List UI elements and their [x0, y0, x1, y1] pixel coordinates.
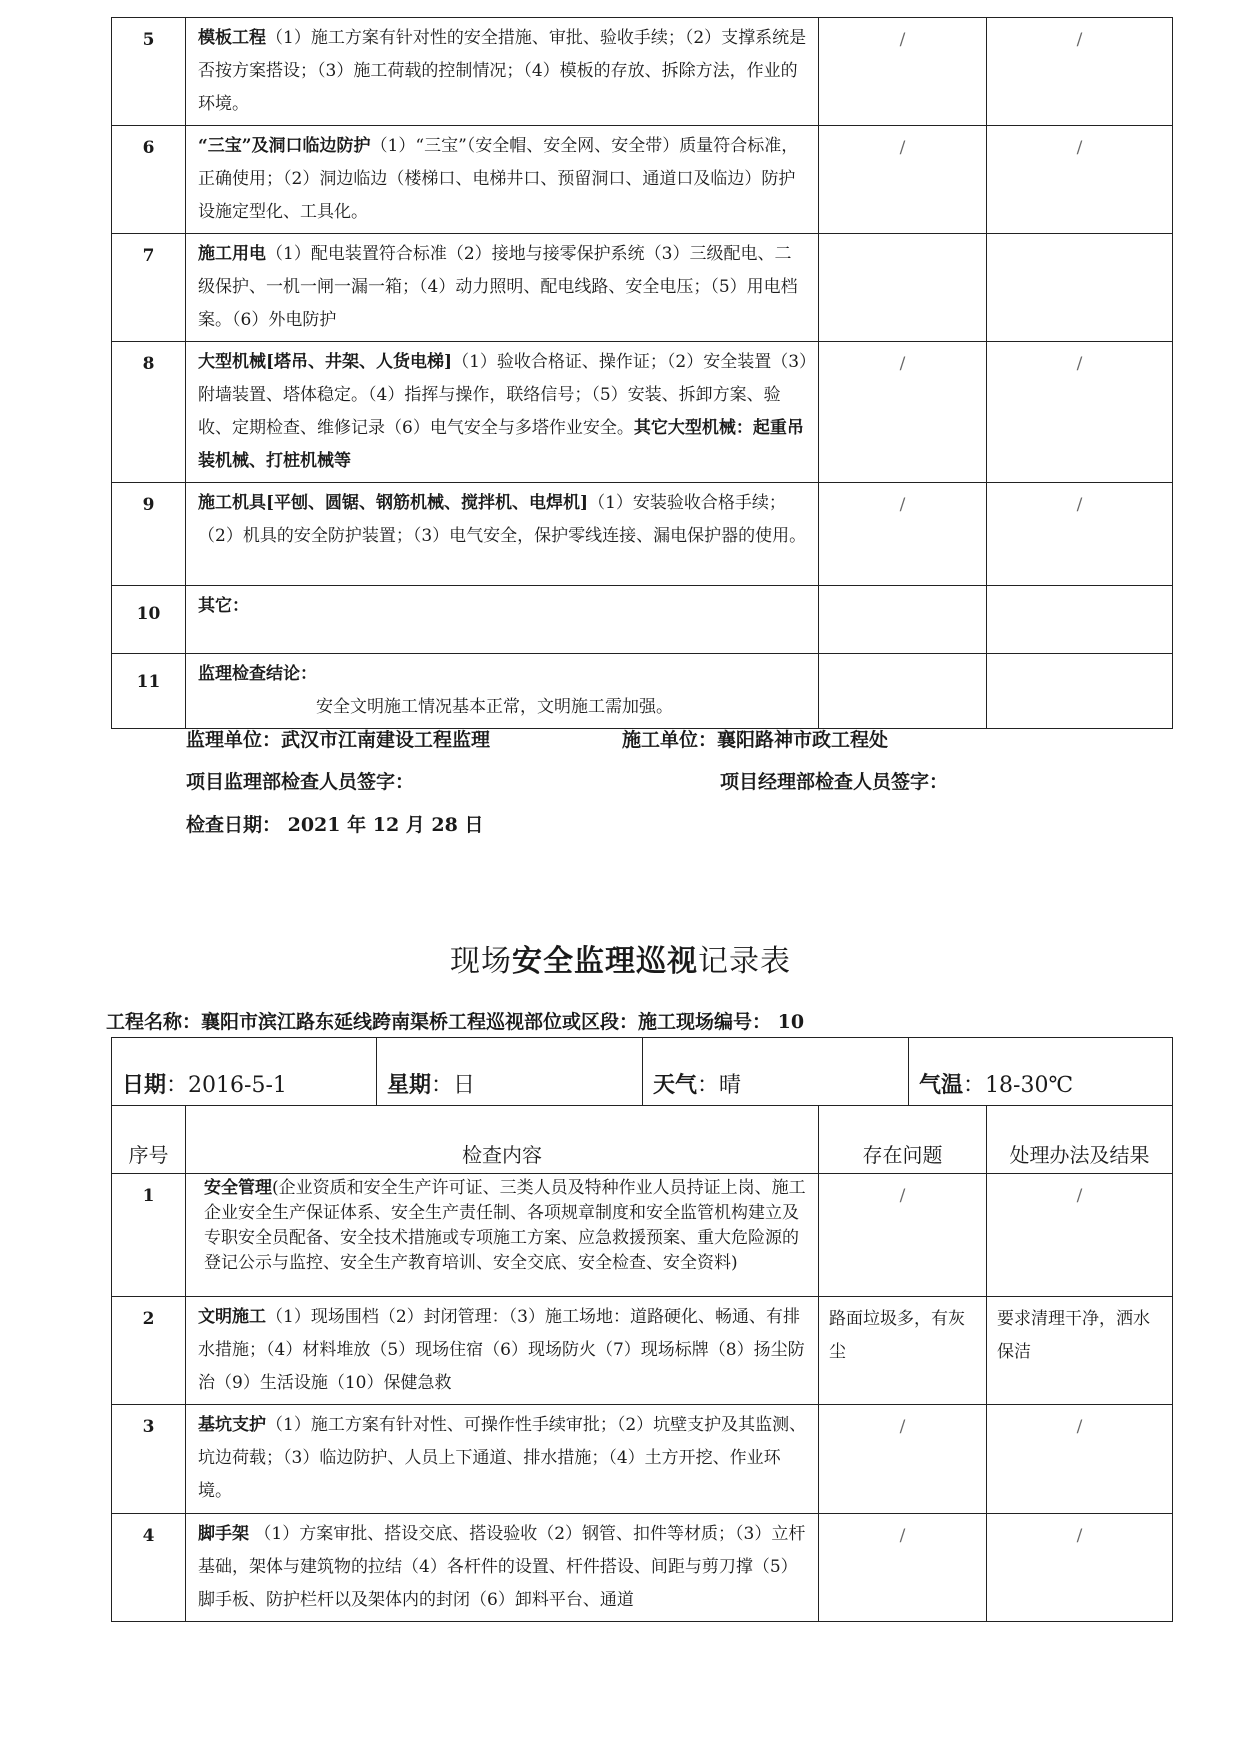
table-row — [112, 1514, 1173, 1622]
row-number: 3 — [112, 1405, 186, 1514]
inspection-table-continued — [111, 17, 1173, 729]
row-heading: 施工机具[平刨、圆锯、钢筋机械、搅拌机、电焊机] — [198, 493, 589, 513]
problem-cell: / — [819, 1174, 987, 1297]
conclusion-text: 安全文明施工情况基本正常，文明施工需加强。 — [316, 697, 673, 717]
supervisor-unit: 监理单位：武汉市江南建设工程监理 — [186, 729, 491, 751]
col-header-result: 处理办法及结果 — [987, 1106, 1173, 1174]
row-text: （1）施工方案有针对性、可操作性手续审批；（2）坑壁支护及其监测、坑边荷载；（3）临边防护、人员上下通道、排水措施；（4）土方开挖、作业环境。 — [198, 1415, 807, 1501]
row-content — [186, 483, 819, 586]
row-text: （1）验收合格证、操作证；（2）安全装置（3）附墙装置、塔体稳定。（4）指挥与操作，联络信号；（5）安装、拆卸方案、验收、定期检查、维修记录（6）电气安全与多塔作业安全。 — [198, 352, 808, 438]
result-cell: / — [987, 1405, 1173, 1514]
row-number: 9 — [112, 483, 186, 586]
row-content — [186, 586, 819, 654]
problem-cell: / — [819, 483, 987, 586]
table-row — [112, 1297, 1173, 1405]
header-row — [112, 1038, 1173, 1106]
problem-cell — [819, 586, 987, 654]
table-row — [112, 654, 1173, 729]
weather-cell: 天气：晴 — [643, 1038, 909, 1106]
row-heading: 文明施工 — [198, 1307, 266, 1327]
table-row — [112, 1405, 1173, 1514]
row-number: 10 — [112, 586, 186, 654]
problem-cell: / — [819, 342, 987, 483]
table-row — [112, 483, 1173, 586]
row-content — [186, 18, 819, 126]
patrol-record-table — [111, 1037, 1173, 1622]
table-row — [112, 234, 1173, 342]
row-heading: 施工用电 — [198, 244, 266, 264]
result-cell — [987, 234, 1173, 342]
row-text: （1）配电装置符合标准（2）接地与接零保护系统（3）三级配电、二级保护、一机一闸一漏一箱；（4）动力照明、配电线路、安全电压；（5）用电档案。（6）外电防护 — [198, 244, 798, 330]
col-header-problem: 存在问题 — [819, 1106, 987, 1174]
supervisor-signature-label: 项目监理部检查人员签字： — [186, 771, 415, 793]
construction-unit: 施工单位：襄阳路神市政工程处 — [622, 729, 889, 751]
result-cell — [987, 654, 1173, 729]
table-row — [112, 1174, 1173, 1297]
row-content — [186, 1514, 819, 1622]
problem-cell — [819, 234, 987, 342]
problem-cell: / — [819, 126, 987, 234]
date-cell: 日期：2016-5-1 — [112, 1038, 377, 1106]
project-name-line: 工程名称：襄阳市滨江路东延线跨南渠桥工程巡视部位或区段：施工现场编号： 10 — [106, 1011, 805, 1033]
row-number: 6 — [112, 126, 186, 234]
problem-cell: 路面垃圾多，有灰尘 — [819, 1297, 987, 1405]
temperature-cell: 气温：18-30℃ — [909, 1038, 1173, 1106]
row-text: （1）方案审批、搭设交底、搭设验收（2）钢管、扣件等材质；（3）立杆基础，架体与建筑物的拉结（4）各杆件的设置、杆件搭设、间距与剪刀撑（5）脚手板、防护栏杆以及架体内的封闭（6）卸料平台、通道 — [198, 1524, 806, 1610]
row-number: 2 — [112, 1297, 186, 1405]
result-cell: / — [987, 342, 1173, 483]
row-content — [186, 1174, 819, 1297]
row-text: (企业资质和安全生产许可证、三类人员及特种作业人员持证上岗、施工企业安全生产保证体系、安全生产责任制、各项规章制度和安全监管机构建立及专职安全员配备、安全技术措施或专项施工方案、应急救援预案、重大危险源的登记公示与监控、安全生产教育培训、安全交底、安全检查、安全资料) — [204, 1178, 806, 1273]
problem-cell: / — [819, 1405, 987, 1514]
row-heading: 其它： — [198, 596, 249, 616]
table-row — [112, 586, 1173, 654]
page-title: 现场安全监理巡视记录表 — [450, 944, 791, 979]
row-heading: 安全管理 — [204, 1178, 272, 1198]
row-number: 7 — [112, 234, 186, 342]
row-content — [186, 342, 819, 483]
row-number: 5 — [112, 18, 186, 126]
table-row — [112, 18, 1173, 126]
row-heading: 监理检查结论： — [198, 664, 317, 684]
inspection-date: 检查日期： 2021 年 12 月 28 日 — [186, 814, 484, 836]
result-cell: / — [987, 126, 1173, 234]
row-number: 8 — [112, 342, 186, 483]
row-number: 4 — [112, 1514, 186, 1622]
row-content — [186, 126, 819, 234]
result-cell: / — [987, 483, 1173, 586]
problem-cell: / — [819, 18, 987, 126]
row-heading: 大型机械[塔吊、井架、人货电梯] — [198, 352, 453, 372]
row-number: 11 — [112, 654, 186, 729]
row-content — [186, 654, 819, 729]
result-cell: / — [987, 18, 1173, 126]
row-heading: 基坑支护 — [198, 1415, 266, 1435]
result-cell: / — [987, 1514, 1173, 1622]
manager-signature-label: 项目经理部检查人员签字： — [720, 771, 949, 793]
row-text: （1）“三宝”（安全帽、安全网、安全带）质量符合标准，正确使用；（2）洞边临边（楼梯口、电梯井口、预留洞口、通道口及临边）防护设施定型化、工具化。 — [198, 136, 799, 222]
row-heading: 脚手架 — [198, 1524, 249, 1544]
table-row — [112, 342, 1173, 483]
row-content — [186, 1297, 819, 1405]
result-cell — [987, 586, 1173, 654]
result-cell: / — [987, 1174, 1173, 1297]
row-content — [186, 234, 819, 342]
row-text: （1）现场围档（2）封闭管理：（3）施工场地：道路硬化、畅通、有排水措施；（4）材料堆放（5）现场住宿（6）现场防火（7）现场标牌（8）扬尘防治（9）生活设施（10）保健急救 — [198, 1307, 805, 1393]
weekday-cell: 星期：日 — [377, 1038, 643, 1106]
row-tail: 其它大型机械：起重吊装机械、打桩机械等 — [198, 418, 804, 471]
row-text: （1）安装验收合格手续；（2）机具的安全防护装置；（3）电气安全，保护零线连接、漏电保护器的使用。 — [198, 493, 807, 546]
column-header-row — [112, 1106, 1173, 1174]
problem-cell: / — [819, 1514, 987, 1622]
table-row — [112, 126, 1173, 234]
row-number: 1 — [112, 1174, 186, 1297]
row-text: （1）施工方案有针对性的安全措施、审批、验收手续；（2）支撑系统是否按方案搭设；（3）施工荷载的控制情况；（4）模板的存放、拆除方法，作业的环境。 — [198, 28, 807, 114]
row-heading: 模板工程 — [198, 28, 266, 48]
problem-cell — [819, 654, 987, 729]
row-heading: “三宝”及洞口临边防护 — [198, 136, 371, 156]
result-cell: 要求清理干净，洒水保洁 — [987, 1297, 1173, 1405]
row-content — [186, 1405, 819, 1514]
col-header-content: 检查内容 — [186, 1106, 819, 1174]
col-header-number: 序号 — [112, 1106, 186, 1174]
